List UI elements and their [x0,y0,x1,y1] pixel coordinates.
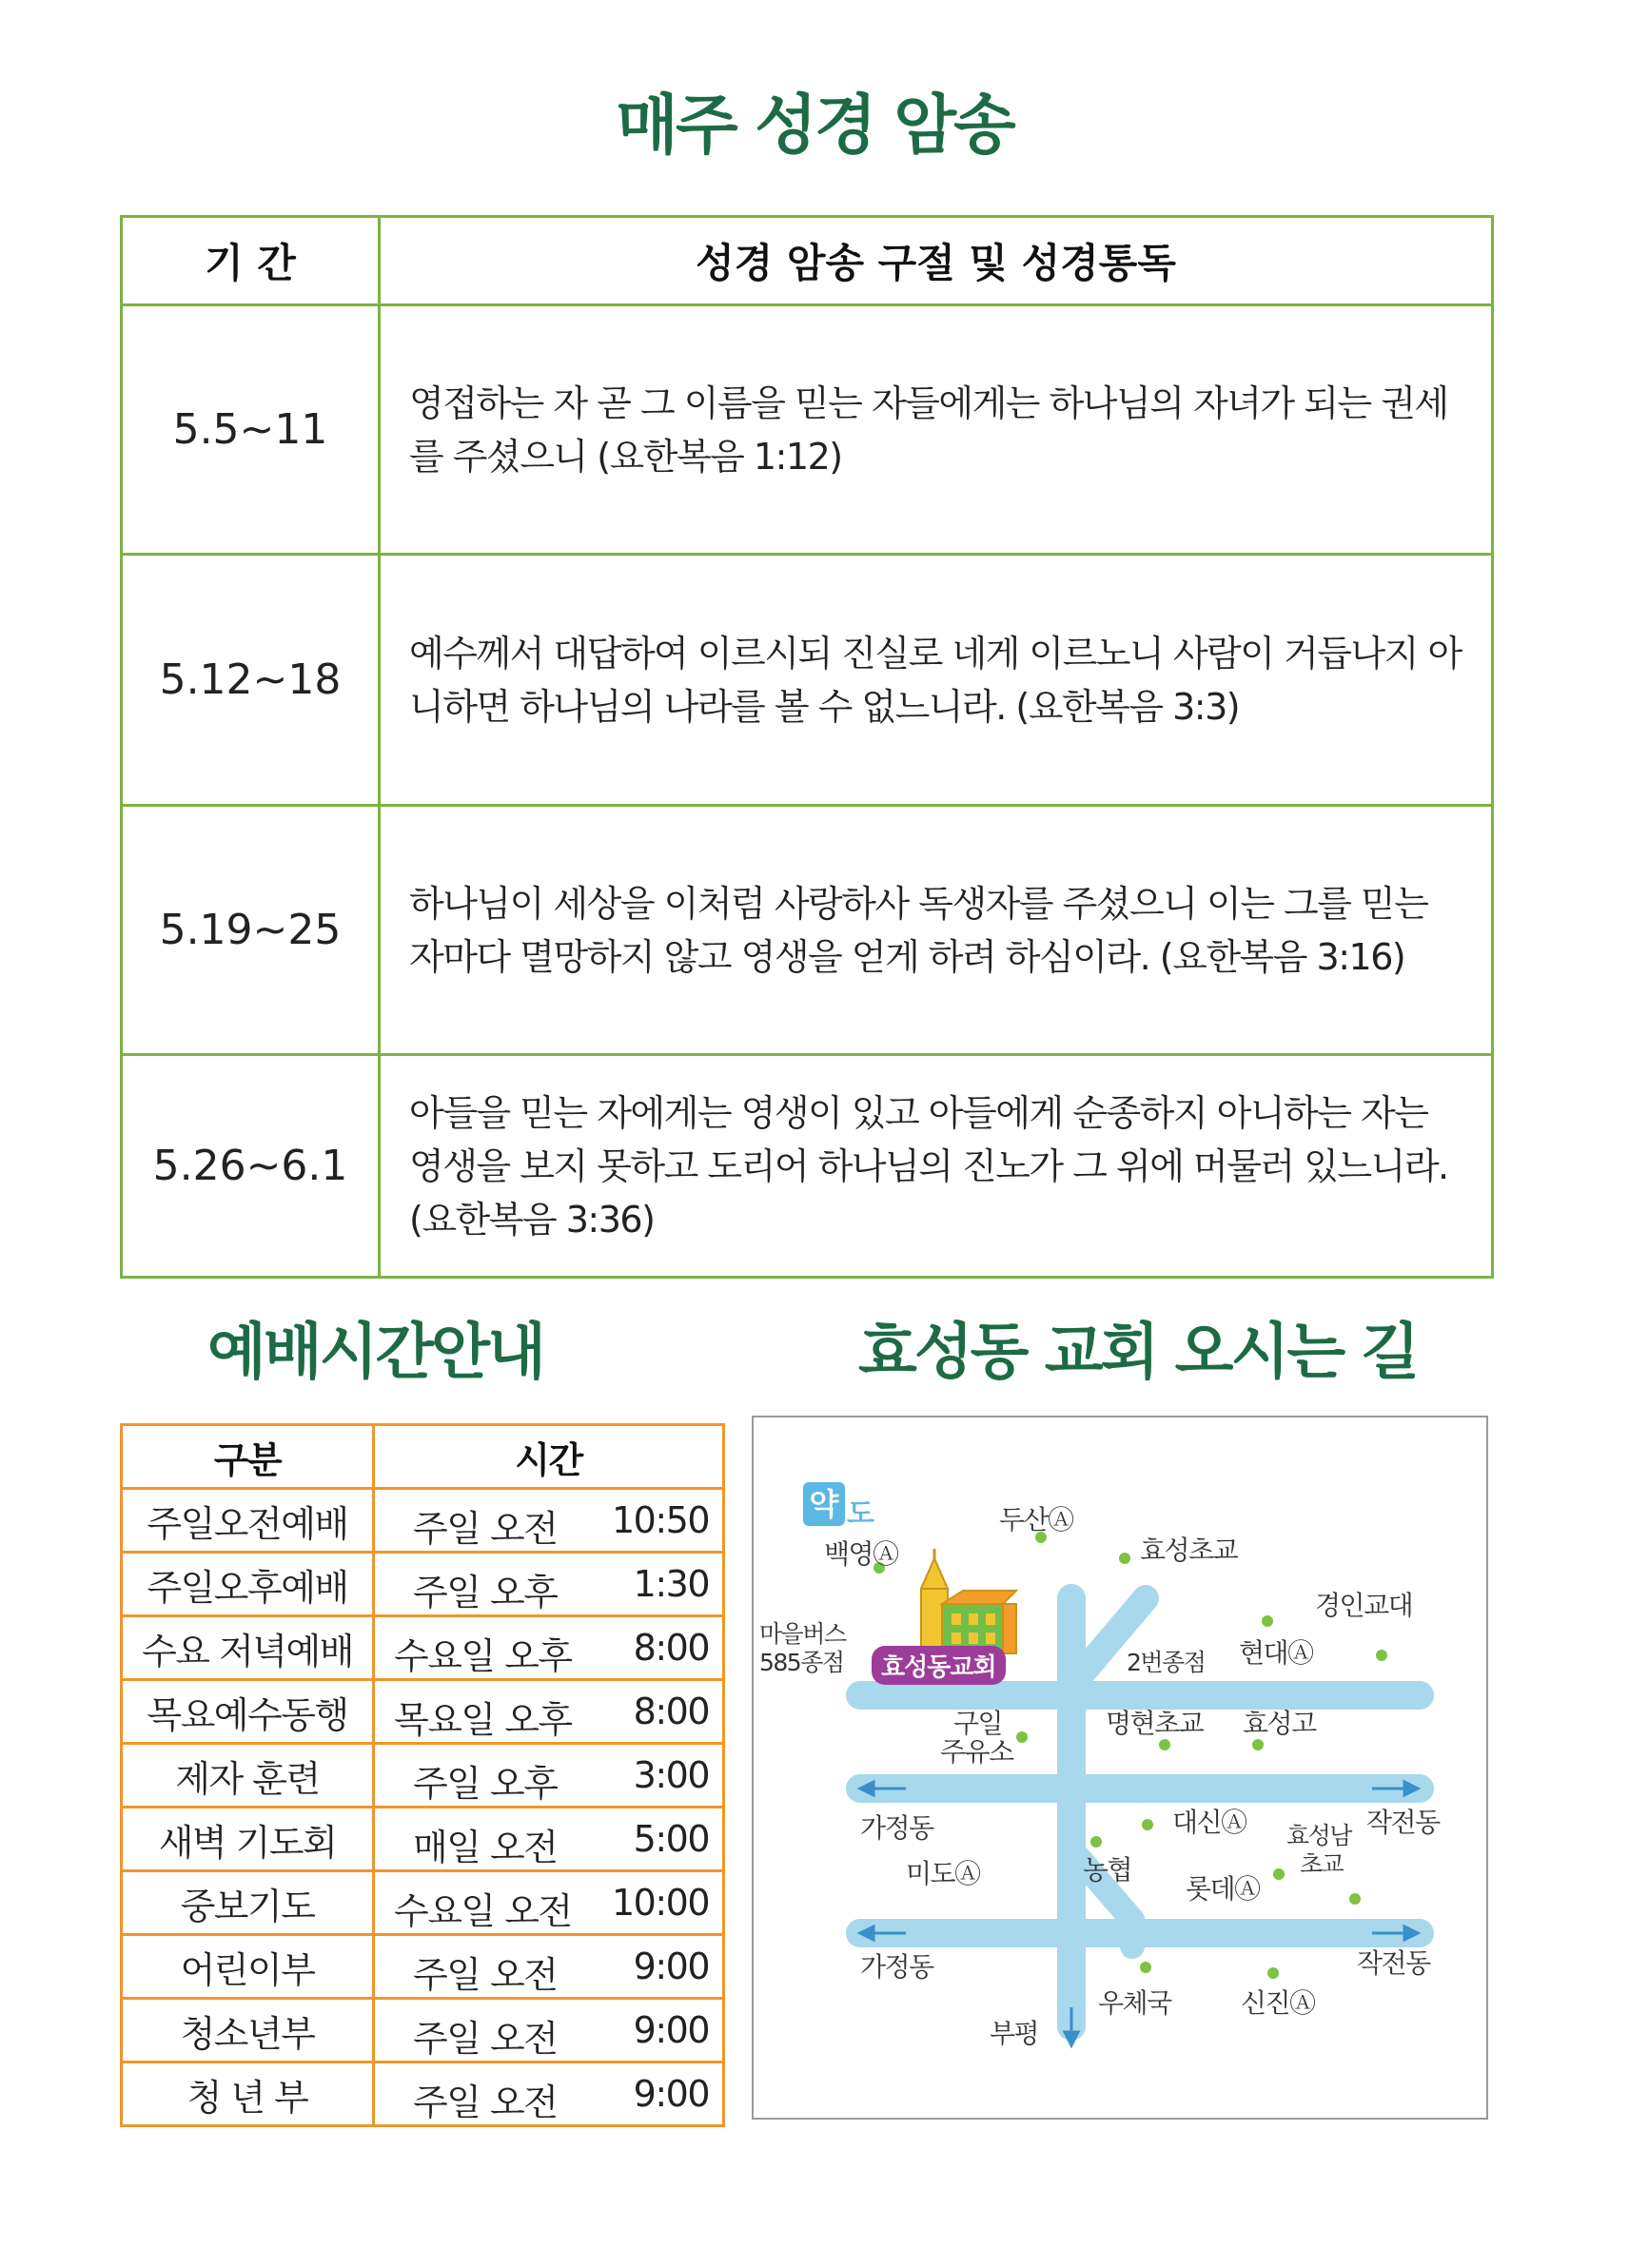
table-row [122,1808,724,1871]
period-cell: 5.5~11 [122,305,380,555]
table-row [122,1744,724,1808]
service-name: 주일오후예배 [122,1553,374,1616]
table-row [122,806,1493,1055]
map-label: 롯데Ⓐ [1186,1873,1260,1905]
map-label: 주유소 [940,1736,1013,1768]
table-row [122,1616,724,1680]
directions-map [752,1416,1488,2120]
period-cell: 5.12~18 [122,555,380,806]
service-name: 청 년 부 [122,2063,374,2126]
service-day: 주일 오전 [413,1954,558,1996]
verse-table-header [122,217,1493,305]
table-row [122,1055,1493,1278]
map-label: 효성고 [1243,1708,1316,1739]
directions-title: 효성동 교회 오시는 길 [858,1318,1418,1388]
service-name: 목요예수동행 [122,1680,374,1744]
period-cell: 5.19~25 [122,806,380,1055]
service-hour: 8:00 [633,1627,709,1669]
service-hour: 9:00 [633,2009,709,2051]
service-hour: 10:50 [611,1499,709,1541]
service-time [374,1999,724,2063]
map-label: 두산Ⓐ [999,1504,1073,1535]
verse-table [120,215,1494,1279]
table-row [122,1489,724,1553]
map-label: 효성남 [1286,1822,1351,1849]
logo-icon: 약 [803,1482,845,1526]
verse-cell: 예수께서 대답하여 이르시되 진실로 네게 이르노니 사람이 거듭나지 아니하면 하나님의 나라를 볼 수 없느니라. (요한복음 3:3) [380,555,1493,806]
service-time [374,1616,724,1680]
verse-cell: 아들을 믿는 자에게는 영생이 있고 아들에게 순종하지 아니하는 자는 영생을 보지 못하고 도리어 하나님의 진노가 그 위에 머물러 있느니라. (요한복음 3:36) [380,1055,1493,1278]
time-header: 시간 [374,1425,724,1489]
service-hour: 9:00 [633,2073,709,2115]
map-label: 가정동 [860,1951,933,1983]
service-name: 청소년부 [122,1999,374,2063]
service-day: 매일 오전 [413,1827,558,1868]
service-time [374,1680,724,1744]
service-time [374,1489,724,1553]
service-day: 주일 오전 [413,2018,558,2060]
service-hour: 5:00 [633,1818,709,1860]
map-label: 현대Ⓐ [1239,1637,1313,1669]
service-name: 수요 저녁예배 [122,1616,374,1680]
map-label: 미도Ⓐ [906,1858,980,1889]
map-label: 작전동 [1366,1807,1440,1838]
worship-title: 예배시간안내 [207,1318,543,1388]
worship-table [120,1423,725,2127]
map-label: 대신Ⓐ [1172,1807,1246,1838]
kind-header: 구분 [122,1425,374,1489]
table-row [122,1871,724,1935]
period-cell: 5.26~6.1 [122,1055,380,1278]
map-label: 경인교대 [1315,1590,1413,1621]
map-label: 백영Ⓐ [824,1538,898,1570]
worship-table-header [122,1425,724,1489]
service-name: 새벽 기도회 [122,1808,374,1871]
map-label: 585종점 [759,1649,844,1676]
service-day: 주일 오후 [413,1572,558,1613]
service-time [374,1553,724,1616]
service-day: 수요일 오전 [394,1890,572,1932]
map-label: 농협 [1083,1854,1132,1886]
service-hour: 9:00 [633,1945,709,1987]
service-name: 제자 훈련 [122,1744,374,1808]
table-row [122,1999,724,2063]
service-time [374,1808,724,1871]
service-hour: 1:30 [633,1563,709,1605]
service-time [374,2063,724,2126]
map-label: 가정동 [860,1812,933,1844]
logo-text: 도 [847,1497,874,1531]
period-header: 기 간 [122,217,380,305]
map-label: 우체국 [1098,1987,1171,2019]
map-label: 마을버스 [759,1620,846,1648]
service-name: 주일오전예배 [122,1489,374,1553]
map-label: 구일 [953,1708,1003,1739]
service-time [374,1935,724,1999]
service-day: 주일 오전 [413,1508,558,1550]
map-label: 2번종점 [1127,1649,1206,1676]
service-day: 수요일 오후 [394,1635,572,1677]
church-building-icon [921,1549,1016,1657]
main-title: 매주 성경 암송 [616,88,1013,164]
verse-header: 성경 암송 구절 및 성경통독 [380,217,1493,305]
map-label: 명현초교 [1106,1708,1204,1739]
church-location-tag: 효성동교회 [872,1646,1006,1685]
service-name: 어린이부 [122,1935,374,1999]
map-label: 작전동 [1357,1947,1430,1979]
service-time [374,1744,724,1808]
table-row [122,305,1493,555]
map-label: 신진Ⓐ [1241,1987,1315,2019]
verse-cell: 영접하는 자 곧 그 이름을 믿는 자들에게는 하나님의 자녀가 되는 권세를 주셨으니 (요한복음 1:12) [380,305,1493,555]
table-row [122,555,1493,806]
table-row [122,2063,724,2126]
service-day: 목요일 오후 [394,1699,572,1741]
verse-cell: 하나님이 세상을 이처럼 사랑하사 독생자를 주셨으니 이는 그를 믿는 자마다 멸망하지 않고 영생을 얻게 하려 하심이라. (요한복음 3:16) [380,806,1493,1055]
service-hour: 8:00 [633,1691,709,1732]
service-day: 주일 오후 [413,1763,558,1805]
service-hour: 10:00 [611,1882,709,1924]
map-label: 초교 [1300,1850,1344,1878]
map-label: 효성초교 [1140,1535,1238,1566]
service-hour: 3:00 [633,1754,709,1796]
map-label: 부평 [990,2018,1039,2049]
table-row [122,1935,724,1999]
table-row [122,1553,724,1616]
service-time [374,1871,724,1935]
service-day: 주일 오전 [413,2082,558,2123]
service-name: 중보기도 [122,1871,374,1935]
table-row [122,1680,724,1744]
